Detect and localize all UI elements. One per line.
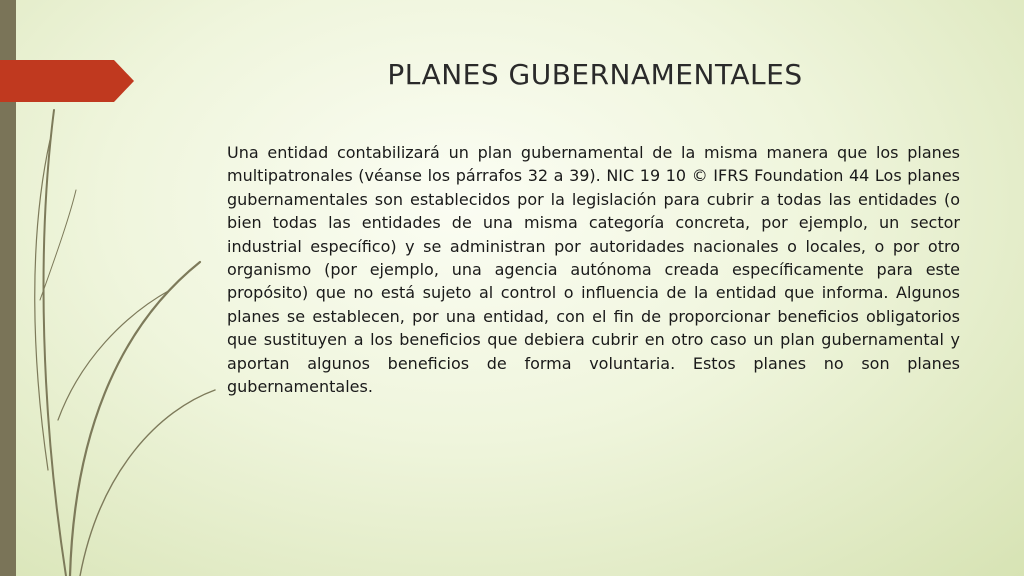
slide-title: PLANES GUBERNAMENTALES [387, 58, 803, 91]
decorative-line-art [0, 0, 220, 576]
slide-body-text: Una entidad contabilizará un plan gubernamental de la misma manera que los planes multipatronales (véanse los párrafos 32 a 39). NIC 19 10 © IFRS Foundation 44 Los planes gubernamentales son establecidos por la legislación para cubrir a todas las entidades (o bien todas las entidades de una misma categoría concreta, por ejemplo, un sector industrial específico) y se administran por autoridades nacionales o locales, o por otro organismo (por ejemplo, una agencia autónoma creada específicamente para este propósito) que no está sujeto al control o influencia de la entidad que informa. Algunos planes se establecen, por una entidad, con el fin de proporcionar beneficios obligatorios que sustituyen a los beneficios que debiera cubrir en otro caso un plan gubernamental y aportan algunos beneficios de forma voluntaria. Estos planes no son planes gubernamentales. [227, 143, 960, 397]
